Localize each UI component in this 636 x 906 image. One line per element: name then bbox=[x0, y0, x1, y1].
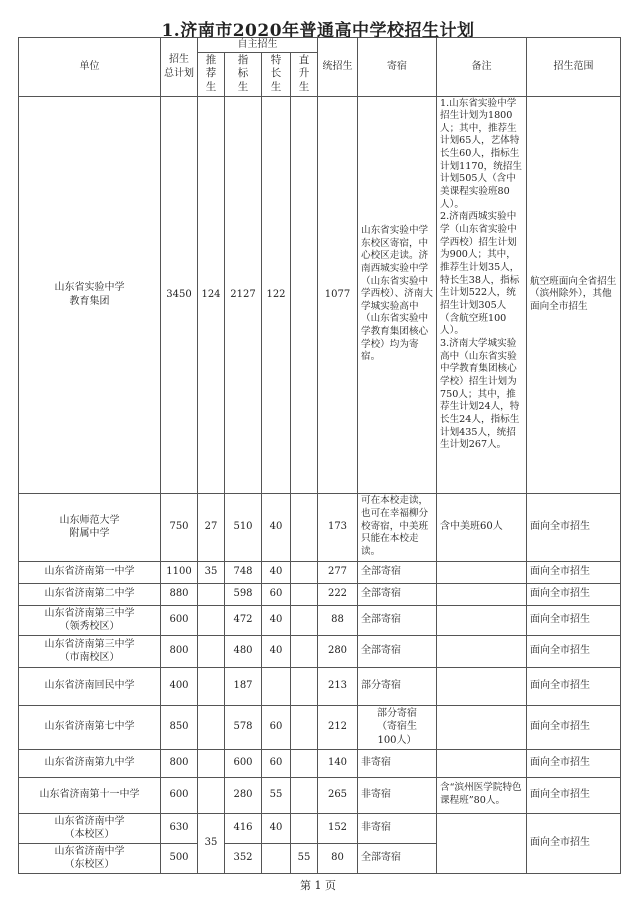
cell-direct bbox=[291, 749, 318, 777]
cell-quota: 2127 bbox=[225, 96, 262, 493]
cell-special: 60 bbox=[262, 749, 291, 777]
cell-recommend bbox=[198, 777, 225, 813]
table-row bbox=[19, 583, 621, 605]
cell-quota: 598 bbox=[225, 583, 262, 605]
header-self-enrollment: 自主招生 bbox=[198, 38, 318, 53]
cell-unified: 88 bbox=[318, 605, 358, 635]
cell-special: 40 bbox=[262, 813, 291, 843]
remark-item: 1.山东省实验中学招生计划为1800人；其中，推荐生计划65人，艺体特长生60人，指标生计划1170，统招生计划505人（含中美课程实验班80人）。 bbox=[440, 97, 522, 210]
cell-unified: 213 bbox=[318, 667, 358, 705]
cell-total: 630 bbox=[161, 813, 198, 843]
cell-remark bbox=[437, 667, 527, 705]
cell-total: 400 bbox=[161, 667, 198, 705]
cell-direct bbox=[291, 667, 318, 705]
cell-direct bbox=[291, 583, 318, 605]
cell-scope: 面向全市招生 bbox=[527, 777, 621, 813]
cell-quota: 280 bbox=[225, 777, 262, 813]
cell-unit: 山东省济南第三中学 （市南校区） bbox=[19, 635, 161, 667]
cell-unit: 山东省济南第一中学 bbox=[19, 561, 161, 583]
cell-total: 500 bbox=[161, 843, 198, 873]
cell-remark bbox=[437, 561, 527, 583]
cell-recommend bbox=[198, 749, 225, 777]
cell-remark: 含中美班60人 bbox=[437, 493, 527, 561]
cell-quota: 416 bbox=[225, 813, 262, 843]
cell-unit: 山东省实验中学 教育集团 bbox=[19, 96, 161, 493]
cell-unified: 212 bbox=[318, 705, 358, 749]
cell-scope: 面向全市招生 bbox=[527, 605, 621, 635]
table-row bbox=[19, 749, 621, 777]
cell-special: 40 bbox=[262, 561, 291, 583]
cell-direct bbox=[291, 705, 318, 749]
cell-special: 40 bbox=[262, 605, 291, 635]
table-row bbox=[19, 667, 621, 705]
cell-quota: 600 bbox=[225, 749, 262, 777]
header-direct: 直 升 生 bbox=[291, 52, 318, 96]
cell-unified: 152 bbox=[318, 813, 358, 843]
cell-unified: 265 bbox=[318, 777, 358, 813]
remark-item: 3.济南大学城实验高中（山东省实验中学教育集团核心学校）招生计划为750人；其中，推荐生计划24人，特长生24人，指标生计划435人，统招生计划267人。 bbox=[440, 337, 520, 451]
cell-scope: 面向全市招生 bbox=[527, 667, 621, 705]
remark-item: 2.济南西城实验中学（山东省实验中学西校）招生计划为900人；其中，推荐生计划35人，特长生38人，指标生计划522人，统招生计划305人（含航空班100人）。 bbox=[440, 211, 520, 337]
header-quota: 指 标 生 bbox=[225, 52, 262, 96]
cell-boarding: 山东省实验中学东校区寄宿，中心校区走读。济南西城实验中学（山东省实验中学西校）、济南大学城实验高中（山东省实验中学教育集团核心学校）均为寄宿。 bbox=[358, 96, 437, 493]
cell-direct bbox=[291, 96, 318, 493]
header-unified: 统招生 bbox=[318, 38, 358, 97]
header-unit: 单位 bbox=[19, 38, 161, 97]
page-number: 第 1 页 bbox=[300, 879, 336, 892]
cell-scope: 面向全市招生 bbox=[527, 705, 621, 749]
cell-total: 1100 bbox=[161, 561, 198, 583]
table-row bbox=[19, 813, 621, 843]
cell-boarding: 全部寄宿 bbox=[358, 561, 437, 583]
cell-unit: 山东省济南回民中学 bbox=[19, 667, 161, 705]
cell-special: 40 bbox=[262, 635, 291, 667]
cell-remark bbox=[437, 96, 527, 493]
cell-recommend bbox=[198, 635, 225, 667]
cell-unified: 80 bbox=[318, 843, 358, 873]
cell-direct bbox=[291, 635, 318, 667]
cell-unified: 173 bbox=[318, 493, 358, 561]
cell-scope: 面向全市招生 bbox=[527, 583, 621, 605]
header-recommend: 推 荐 生 bbox=[198, 52, 225, 96]
cell-unified: 280 bbox=[318, 635, 358, 667]
cell-quota: 187 bbox=[225, 667, 262, 705]
cell-unit: 山东省济南第二中学 bbox=[19, 583, 161, 605]
cell-scope: 面向全市招生 bbox=[527, 749, 621, 777]
cell-unit: 山东省济南中学 （东校区） bbox=[19, 843, 161, 873]
cell-remark bbox=[437, 583, 527, 605]
cell-boarding: 部分寄宿 bbox=[358, 667, 437, 705]
cell-quota: 510 bbox=[225, 493, 262, 561]
cell-boarding: 非寄宿 bbox=[358, 813, 437, 843]
cell-remark bbox=[437, 705, 527, 749]
header-boarding: 寄宿 bbox=[358, 38, 437, 97]
table-row bbox=[19, 493, 621, 561]
cell-recommend bbox=[198, 667, 225, 705]
cell-direct bbox=[291, 813, 318, 843]
cell-boarding: 非寄宿 bbox=[358, 749, 437, 777]
cell-scope: 面向全市招生 bbox=[527, 561, 621, 583]
cell-recommend: 27 bbox=[198, 493, 225, 561]
cell-unified: 140 bbox=[318, 749, 358, 777]
header-row-1 bbox=[19, 38, 621, 53]
cell-scope: 面向全市招生 bbox=[527, 635, 621, 667]
cell-special: 60 bbox=[262, 583, 291, 605]
header-total: 招生 总计划 bbox=[161, 38, 198, 97]
cell-total: 850 bbox=[161, 705, 198, 749]
enrollment-table bbox=[18, 37, 621, 874]
header-remark: 备注 bbox=[437, 38, 527, 97]
cell-boarding: 部分寄宿 （寄宿生 100人） bbox=[358, 705, 437, 749]
cell-remark bbox=[437, 605, 527, 635]
cell-total: 750 bbox=[161, 493, 198, 561]
header-special: 特 长 生 bbox=[262, 52, 291, 96]
cell-boarding: 全部寄宿 bbox=[358, 605, 437, 635]
cell-direct bbox=[291, 561, 318, 583]
cell-boarding: 非寄宿 bbox=[358, 777, 437, 813]
cell-quota: 472 bbox=[225, 605, 262, 635]
cell-recommend bbox=[198, 605, 225, 635]
cell-boarding: 全部寄宿 bbox=[358, 635, 437, 667]
cell-quota: 352 bbox=[225, 843, 262, 873]
cell-scope-shared: 面向全市招生 bbox=[527, 813, 621, 873]
cell-boarding: 全部寄宿 bbox=[358, 583, 437, 605]
cell-unified: 277 bbox=[318, 561, 358, 583]
cell-remark bbox=[437, 749, 527, 777]
cell-recommend bbox=[198, 583, 225, 605]
cell-unit: 山东省济南中学 （本校区） bbox=[19, 813, 161, 843]
cell-scope: 面向全市招生 bbox=[527, 493, 621, 561]
cell-special: 55 bbox=[262, 777, 291, 813]
cell-boarding: 可在本校走读，也可在幸福柳分校寄宿，中美班只能在本校走读。 bbox=[358, 493, 437, 561]
cell-special: 40 bbox=[262, 493, 291, 561]
cell-total: 3450 bbox=[161, 96, 198, 493]
page-title: 1.济南市2020年普通高中学校招生计划 bbox=[161, 21, 475, 41]
table-row bbox=[19, 96, 621, 493]
table-row bbox=[19, 777, 621, 813]
cell-remark: 含“滨州医学院特色课程班”80人。 bbox=[437, 777, 527, 813]
table-row bbox=[19, 705, 621, 749]
header-scope: 招生范围 bbox=[527, 38, 621, 97]
cell-recommend bbox=[198, 705, 225, 749]
cell-direct bbox=[291, 605, 318, 635]
cell-special: 60 bbox=[262, 705, 291, 749]
cell-unit: 山东省济南第七中学 bbox=[19, 705, 161, 749]
cell-remark-shared bbox=[437, 813, 527, 873]
cell-recommend-shared: 35 bbox=[198, 813, 225, 873]
cell-direct: 55 bbox=[291, 843, 318, 873]
cell-total: 800 bbox=[161, 749, 198, 777]
cell-unit: 山东省济南第九中学 bbox=[19, 749, 161, 777]
cell-direct bbox=[291, 493, 318, 561]
cell-quota: 578 bbox=[225, 705, 262, 749]
cell-unified: 222 bbox=[318, 583, 358, 605]
cell-recommend: 35 bbox=[198, 561, 225, 583]
cell-unified: 1077 bbox=[318, 96, 358, 493]
cell-total: 880 bbox=[161, 583, 198, 605]
cell-unit: 山东省济南第十一中学 bbox=[19, 777, 161, 813]
cell-quota: 480 bbox=[225, 635, 262, 667]
cell-total: 600 bbox=[161, 777, 198, 813]
cell-boarding: 全部寄宿 bbox=[358, 843, 437, 873]
cell-unit: 山东省济南第三中学 （领秀校区） bbox=[19, 605, 161, 635]
cell-total: 600 bbox=[161, 605, 198, 635]
cell-total: 800 bbox=[161, 635, 198, 667]
cell-remark bbox=[437, 635, 527, 667]
cell-unit: 山东师范大学 附属中学 bbox=[19, 493, 161, 561]
cell-direct bbox=[291, 777, 318, 813]
table-row bbox=[19, 561, 621, 583]
cell-special bbox=[262, 843, 291, 873]
table-row bbox=[19, 605, 621, 635]
cell-special bbox=[262, 667, 291, 705]
cell-special: 122 bbox=[262, 96, 291, 493]
cell-scope: 航空班面向全省招生（滨州除外），其他面向全市招生 bbox=[527, 96, 621, 493]
table-row bbox=[19, 635, 621, 667]
cell-recommend: 124 bbox=[198, 96, 225, 493]
cell-quota: 748 bbox=[225, 561, 262, 583]
